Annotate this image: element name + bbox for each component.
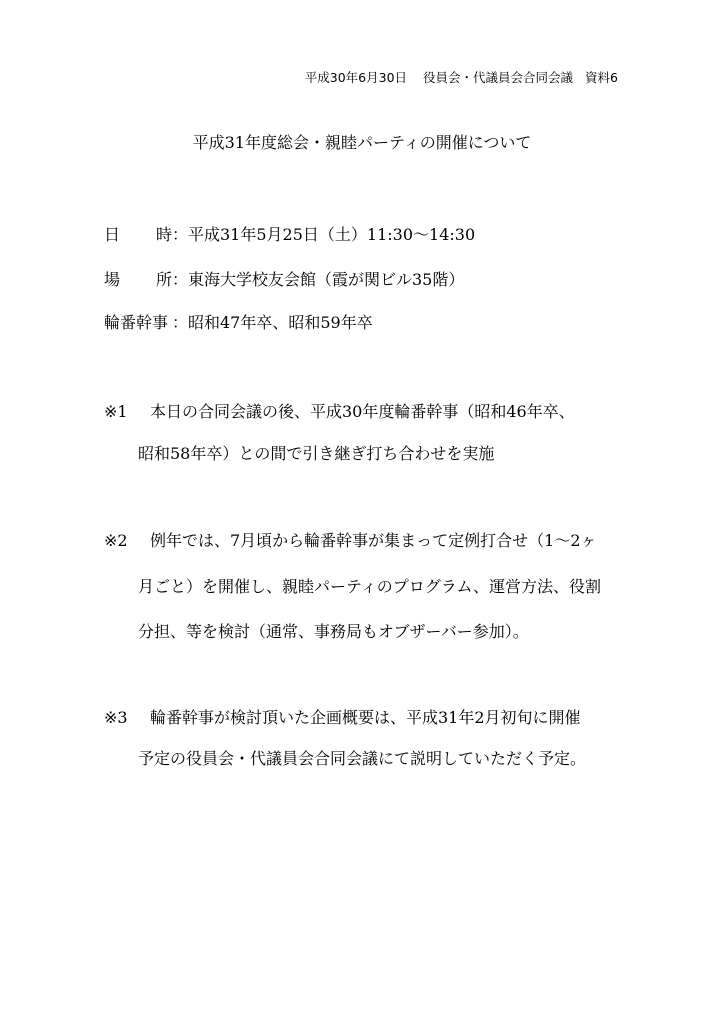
info-host-row [104,310,373,333]
note-2-text-1: 例年では、7月頃から輪番幹事が集まって定例打合せ（1〜2ヶ [150,531,597,550]
header-meeting: 役員会・代議員会合同会議 [423,70,574,85]
note-3-text-1: 輪番幹事が検討頂いた企画概要は、平成31年2月初旬に開催 [150,708,581,727]
document-title: 平成31年度総会・親睦パーティの開催について [192,133,532,152]
header-doc-number: 資料6 [585,70,618,85]
document-header [305,68,618,86]
info-date-label-char1: 日 [104,225,121,244]
info-date-label [104,222,172,245]
info-place-label [104,267,172,290]
info-date-value: ：平成31年5月25日（土）11:30〜14:30 [172,225,476,244]
note-1-mark: ※1 [104,402,128,421]
info-place-label-char1: 場 [104,270,121,289]
note-1-text-1: 本日の合同会議の後、平成30年度輪番幹事（昭和46年卒、 [150,402,575,421]
info-place-value: ：東海大学校友会館（霞が関ビル35階） [172,270,465,289]
note-3-line-2: 予定の役員会・代議員会合同会議にて説明していただく予定。 [138,749,587,768]
note-2-line-1 [104,528,597,551]
info-host-value: ：昭和47年卒、昭和59年卒 [172,313,373,332]
note-1-line-1 [104,399,575,422]
note-2-mark: ※2 [104,531,128,550]
note-3-mark: ※3 [104,708,128,727]
info-host-label: 輪番幹事 [104,313,169,332]
note-1-line-2: 昭和58年卒）との間で引き継ぎ打ち合わせを実施 [138,444,495,463]
info-place-row [104,267,464,290]
header-date: 平成30年6月30日 [304,70,408,85]
info-date-label-char2: 時 [155,225,172,244]
note-2-line-2: 月ごと）を開催し、親睦パーティのプログラム、運営方法、役割 [138,577,602,596]
note-2-line-3: 分担、等を検討（通常、事務局もオブザーバー参加）。 [138,622,529,641]
note-3-line-1 [104,705,581,728]
info-place-label-char2: 所 [155,270,172,289]
info-date-row [104,222,475,245]
